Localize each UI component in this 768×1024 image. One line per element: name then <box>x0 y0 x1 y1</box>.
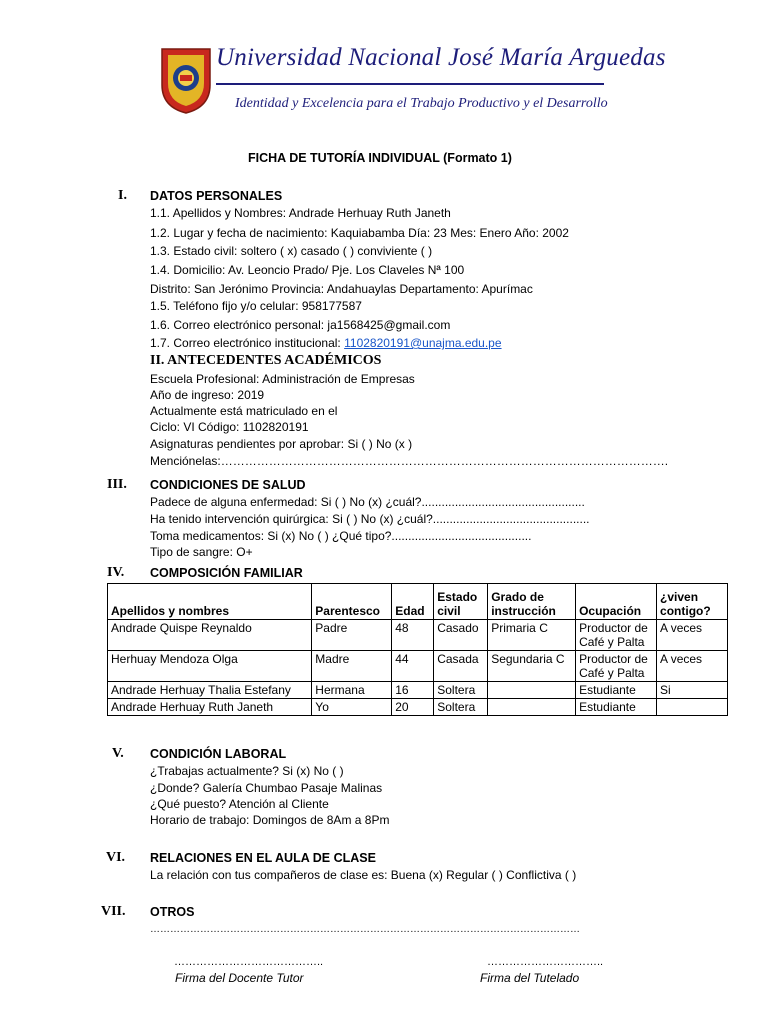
column-header: Edad <box>392 584 434 620</box>
field-line: Escuela Profesional: Administración de Empresas <box>150 372 415 386</box>
column-header: Apellidos y nombres <box>108 584 312 620</box>
table-row <box>108 651 728 682</box>
section-number: IV. <box>107 565 125 580</box>
field-line: La relación con tus compañeros de clase es: Buena (x) Regular ( ) Conflictiva ( ) <box>150 868 577 882</box>
university-motto: Identidad y Excelencia para el Trabajo Productivo y el Desarrollo <box>235 96 608 111</box>
table-cell: 44 <box>392 651 434 682</box>
table-cell: Soltera <box>434 682 488 699</box>
table-cell: Productor de Café y Palta <box>576 620 657 651</box>
dotted-line: ………………………………………………………………………………………………………………… <box>150 924 580 935</box>
column-header: Parentesco <box>312 584 392 620</box>
table-cell: Padre <box>312 620 392 651</box>
section-number: VII. <box>101 904 126 919</box>
table-cell: Si <box>657 682 728 699</box>
field-line: 1.4. Domicilio: Av. Leoncio Prado/ Pje. Los Claveles Nª 100 <box>150 263 465 277</box>
section-title: CONDICIÓN LABORAL <box>150 747 287 761</box>
field-line: 1.1. Apellidos y Nombres: Andrade Herhuay Ruth Janeth <box>150 206 451 220</box>
field-line: Actualmente está matriculado en el <box>150 404 338 418</box>
table-cell: Estudiante <box>576 699 657 716</box>
section-number: I. <box>118 188 127 203</box>
field-line <box>150 336 502 350</box>
table-cell: 20 <box>392 699 434 716</box>
field-line: 1.6. Correo electrónico personal: ja1568425@gmail.com <box>150 318 451 332</box>
section-title: RELACIONES EN EL AULA DE CLASE <box>150 851 376 865</box>
section-title: DATOS PERSONALES <box>150 189 283 203</box>
table-cell: Segundaria C <box>488 651 576 682</box>
field-line: Horario de trabajo: Domingos de 8Am a 8Pm <box>150 813 390 827</box>
signature-line-student: ………………………….. <box>487 956 604 968</box>
table-cell: Madre <box>312 651 392 682</box>
table-cell: Soltera <box>434 699 488 716</box>
column-header: Ocupación <box>576 584 657 620</box>
field-line: 1.3. Estado civil: soltero ( x) casado ( ) conviviente ( ) <box>150 244 433 258</box>
field-line: 1.2. Lugar y fecha de nacimiento: Kaquiabamba Día: 23 Mes: Enero Año: 2002 <box>150 226 569 240</box>
signature-line-tutor: ………………………………….. <box>174 956 324 968</box>
document-title: FICHA DE TUTORÍA INDIVIDUAL (Formato 1) <box>248 151 512 165</box>
field-line: Distrito: San Jerónimo Provincia: Andahuaylas Departamento: Apurímac <box>150 282 533 296</box>
table-row <box>108 682 728 699</box>
shield-icon <box>160 45 212 115</box>
column-header: Grado de instrucción <box>488 584 576 620</box>
field-line: 1.5. Teléfono fijo y/o celular: 958177587 <box>150 299 362 313</box>
table-cell: A veces <box>657 651 728 682</box>
field-line: Año de ingreso: 2019 <box>150 388 265 402</box>
table-cell: 16 <box>392 682 434 699</box>
field-line: Ha tenido intervención quirúrgica: Si ( ) No (x) ¿cuál?............................................... <box>150 512 590 526</box>
field-line: ¿Trabajas actualmente? Si (x) No ( ) <box>150 764 344 778</box>
table-cell: Productor de Café y Palta <box>576 651 657 682</box>
section-title: CONDICIONES DE SALUD <box>150 478 306 492</box>
institutional-email-link[interactable]: 1102820191@unajma.edu.pe <box>344 336 502 350</box>
table-cell: Andrade Herhuay Ruth Janeth <box>108 699 312 716</box>
field-line: Ciclo: VI Código: 1102820191 <box>150 420 309 434</box>
section-title: II. ANTECEDENTES ACADÉMICOS <box>150 353 382 368</box>
section-title: COMPOSICIÓN FAMILIAR <box>150 566 303 580</box>
table-cell <box>488 682 576 699</box>
table-cell: A veces <box>657 620 728 651</box>
signature-label-tutor: Firma del Docente Tutor <box>175 971 304 985</box>
table-cell: Hermana <box>312 682 392 699</box>
section-title: OTROS <box>150 905 195 919</box>
field-line: Padece de alguna enfermedad: Si ( ) No (x) ¿cuál?................................................. <box>150 495 585 509</box>
table-cell: Herhuay Mendoza Olga <box>108 651 312 682</box>
table-cell: Casada <box>434 651 488 682</box>
family-table <box>107 583 728 716</box>
table-cell: Andrade Herhuay Thalia Estefany <box>108 682 312 699</box>
section-number: V. <box>112 746 124 761</box>
field-line: Menciónelas:…………………………………………………………………………………………………. <box>150 454 669 468</box>
table-cell: Primaria C <box>488 620 576 651</box>
field-line: Asignaturas pendientes por aprobar: Si ( ) No (x ) <box>150 437 413 451</box>
table-cell <box>657 699 728 716</box>
field-line: ¿Qué puesto? Atención al Cliente <box>150 797 329 811</box>
section-number: III. <box>107 477 127 492</box>
column-header: ¿viven contigo? <box>657 584 728 620</box>
signature-label-student: Firma del Tutelado <box>480 971 580 985</box>
table-cell: Casado <box>434 620 488 651</box>
field-label: 1.7. Correo electrónico institucional: <box>150 336 345 350</box>
field-line: ¿Donde? Galería Chumbao Pasaje Malinas <box>150 781 383 795</box>
header-rule <box>216 83 604 85</box>
field-line: Tipo de sangre: O+ <box>150 545 253 559</box>
table-row <box>108 620 728 651</box>
table-cell: Estudiante <box>576 682 657 699</box>
university-name: Universidad Nacional José María Arguedas <box>216 44 666 71</box>
section-number: VI. <box>106 850 126 865</box>
table-cell: Yo <box>312 699 392 716</box>
table-cell: 48 <box>392 620 434 651</box>
university-logo <box>160 45 212 115</box>
column-header: Estado civil <box>434 584 488 620</box>
table-row <box>108 699 728 716</box>
table-header-row <box>108 584 728 620</box>
table-cell <box>488 699 576 716</box>
table-cell: Andrade Quispe Reynaldo <box>108 620 312 651</box>
field-line: Toma medicamentos: Si (x) No ( ) ¿Qué tipo?.......................................... <box>150 529 532 543</box>
